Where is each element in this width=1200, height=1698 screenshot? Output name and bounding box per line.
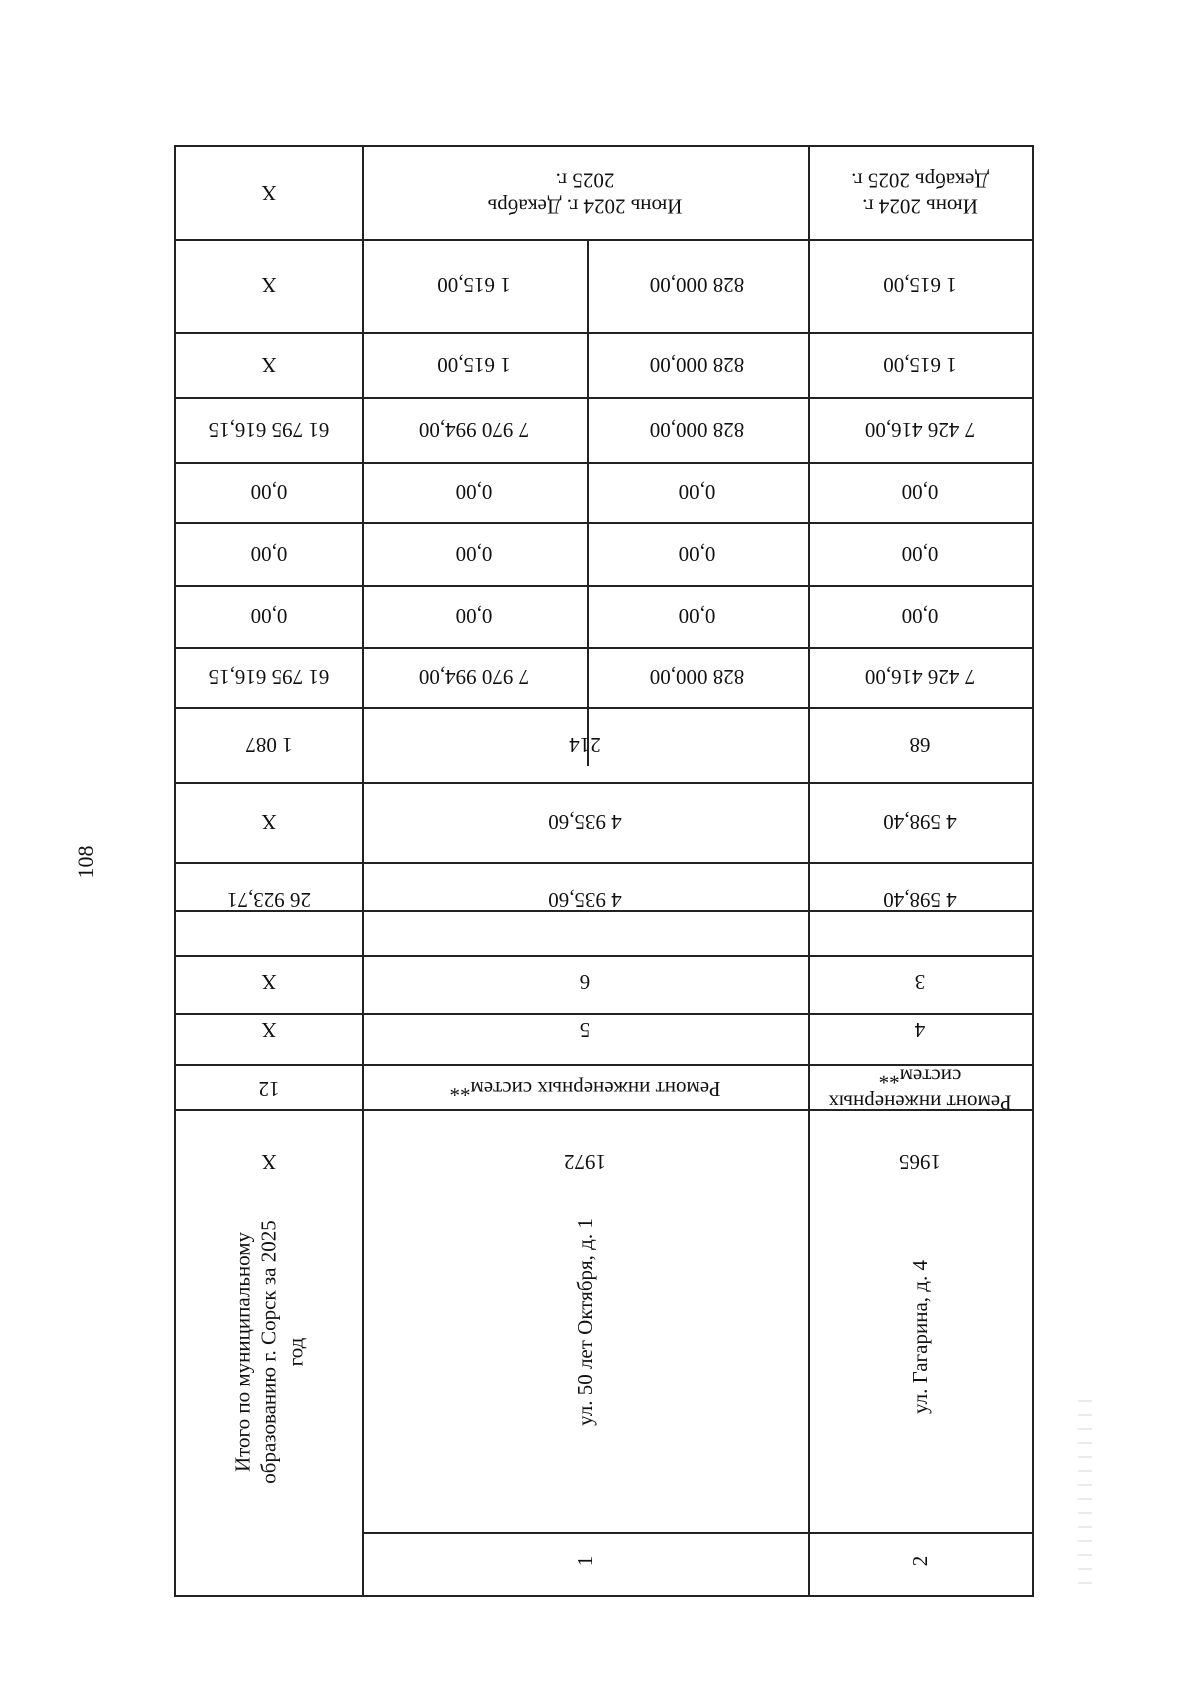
- row2-zero-2: 0,00: [901, 542, 939, 567]
- page-number: 108: [73, 845, 98, 879]
- row1-zero-b2: 0,00: [678, 542, 716, 567]
- row1-cost-total-a: 7 970 994,00: [418, 418, 530, 443]
- total-cost-total2: 61 795 616,15: [208, 665, 330, 690]
- row1-period: Июнь 2024 г. Декабрь 2025 г.: [487, 168, 683, 219]
- row1-col4: 5: [579, 1018, 591, 1043]
- total-zero-2: 0,00: [250, 542, 288, 567]
- row1-zero-a1: 0,00: [455, 480, 493, 505]
- row2-area2: 4 598,40: [883, 810, 957, 835]
- total-area: 26 923,71: [227, 888, 311, 913]
- row2-period: Июнь 2024 г. Декабрь 2025 г.: [851, 168, 989, 219]
- row1-zero-a2: 0,00: [455, 542, 493, 567]
- row1-year: 1972: [564, 1150, 606, 1175]
- row1-area1: 4 935,60: [548, 888, 622, 913]
- row1-area2: 4 935,60: [548, 810, 622, 835]
- row1-num: 1: [572, 1555, 597, 1567]
- row2-cost-total: 7 426 416,00: [864, 418, 976, 443]
- row1-zero-b1: 0,00: [678, 480, 716, 505]
- total-x-5: X: [261, 970, 277, 995]
- row2-unit1: 1 615,00: [883, 273, 957, 298]
- row1-unit1-b: 828 000,00: [649, 273, 745, 298]
- total-persons: 1 087: [245, 733, 293, 758]
- row1-col3: 6: [579, 970, 591, 995]
- total-x-7: X: [261, 1150, 277, 1175]
- total-zero-1: 0,00: [250, 480, 288, 505]
- row2-work: Ремонт инженерных систем**: [828, 1064, 1012, 1115]
- row2-persons: 68: [909, 733, 931, 758]
- row1-zero-a3: 0,00: [455, 604, 493, 629]
- row1-address: ул. 50 лет Октября, д. 1: [572, 1218, 597, 1426]
- row2-zero-3: 0,00: [901, 604, 939, 629]
- row2-area1: 4 598,40: [883, 888, 957, 913]
- row2-zero-1: 0,00: [901, 480, 939, 505]
- row1-cost-total2-a: 7 970 994,00: [418, 665, 530, 690]
- row2-year: 1965: [899, 1150, 941, 1175]
- row2-col4: 4: [914, 1018, 926, 1043]
- total-x-4: X: [261, 810, 277, 835]
- row1-persons: 214: [569, 733, 601, 758]
- total-x-3: X: [261, 353, 277, 378]
- scan-marks: [1078, 1400, 1092, 1590]
- total-num-12: 12: [258, 1077, 280, 1102]
- row2-address: ул. Гагарина, д. 4: [907, 1260, 932, 1414]
- row2-unit2: 1 615,00: [883, 353, 957, 378]
- row1-cost-total-b: 828 000,00: [649, 418, 745, 443]
- row1-work: Ремонт инженерных систем**: [449, 1077, 721, 1102]
- row1-unit1-a: 1 615,00: [437, 273, 511, 298]
- row1-unit2-b: 828 000,00: [649, 353, 745, 378]
- row2-cost-total2: 7 426 416,00: [864, 665, 976, 690]
- data-table: [174, 145, 1034, 1597]
- row2-col3: 3: [914, 970, 926, 995]
- row1-cost-total2-b: 828 000,00: [649, 665, 745, 690]
- total-zero-3: 0,00: [250, 604, 288, 629]
- row1-zero-b3: 0,00: [678, 604, 716, 629]
- total-x-2: X: [261, 273, 277, 298]
- row1-unit2-a: 1 615,00: [437, 353, 511, 378]
- total-cost-total: 61 795 616,15: [208, 418, 330, 443]
- total-label: Итого по муниципальному образованию г. Сорск за 2025 год: [230, 1220, 308, 1484]
- total-x-6: X: [261, 1018, 277, 1043]
- total-x-1: X: [261, 181, 277, 206]
- row2-num: 2: [907, 1555, 932, 1567]
